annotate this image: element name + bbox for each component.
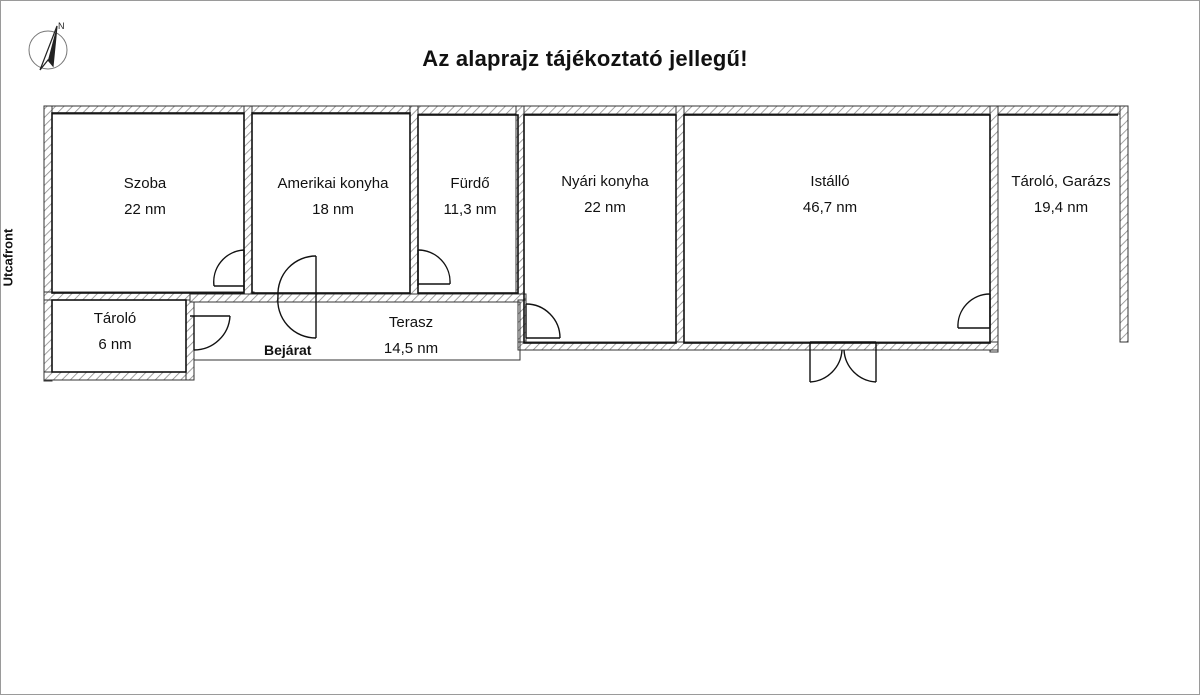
room-name: Szoba — [123, 175, 167, 192]
room-area: 22 nm — [584, 199, 626, 216]
room-furdo — [420, 171, 520, 223]
room-tarolo-garazs — [996, 169, 1126, 221]
room-name: Terasz — [388, 314, 434, 331]
page-title: Az alaprajz tájékoztató jellegű! — [422, 46, 748, 71]
room-area: 19,4 nm — [1033, 199, 1089, 216]
outer-walls — [44, 106, 1128, 381]
street-front-label: Utcafront — [0, 228, 16, 287]
entrance-label: Bejárat — [264, 342, 312, 358]
door-istallo-icon — [958, 294, 990, 328]
room-nyari-konyha — [530, 169, 680, 221]
door-szoba-icon — [214, 250, 244, 290]
room-area: 11,3 nm — [443, 201, 497, 218]
room-name: Tároló — [93, 310, 137, 327]
door-tarolo-icon — [190, 316, 230, 350]
room-name: Fürdő — [450, 175, 490, 192]
door-furdo-icon — [418, 250, 450, 286]
room-name: Tároló, Garázs — [1011, 173, 1111, 190]
room-szoba — [70, 171, 220, 223]
room-area: 14,5 nm — [383, 340, 439, 357]
door-nyari-icon — [526, 304, 560, 338]
room-area: 22 nm — [124, 201, 166, 218]
room-name: Istálló — [810, 173, 850, 190]
room-area: 6 nm — [98, 336, 132, 353]
room-outlines — [52, 113, 1118, 372]
room-name: Nyári konyha — [561, 173, 649, 190]
room-name: Amerikai konyha — [277, 175, 389, 192]
room-area: 46,7 nm — [802, 199, 858, 216]
room-amerikai-konyha — [258, 171, 408, 223]
room-tarolo — [60, 306, 170, 358]
room-terasz — [346, 310, 476, 362]
room-istallo — [760, 169, 900, 221]
compass-label: N — [58, 21, 65, 31]
door-swings — [190, 250, 990, 382]
room-area: 18 nm — [312, 201, 354, 218]
